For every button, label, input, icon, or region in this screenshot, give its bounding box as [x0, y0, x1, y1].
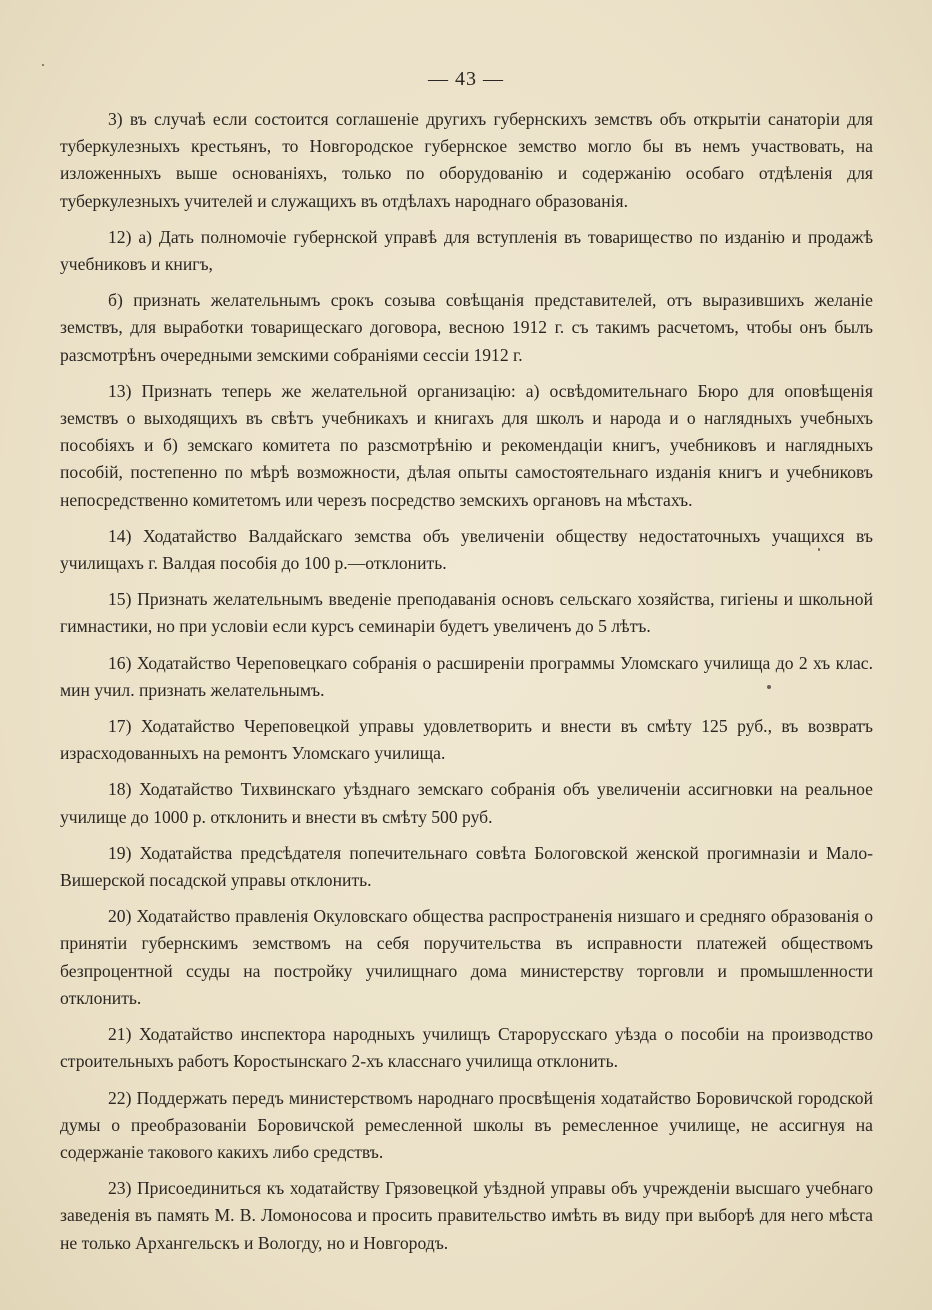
paper-speck — [767, 685, 771, 689]
paragraph-item-12a: 12) а) Дать полномочіе губернской управѣ для вступленія въ товарищество по изданію и продажѣ учебниковъ и книгъ, — [60, 226, 873, 275]
paragraph-item-17: 17) Ходатайство Череповецкой управы удовлетворить и внести въ смѣту 125 руб., въ возвратъ израсходованныхъ на ремонтъ Уломскаго училища. — [60, 716, 873, 764]
page-number: — 43 — — [428, 68, 504, 90]
paragraph-item-15: 15) Признать желательнымъ введеніе преподаванія основъ сельскаго хозяйства, гигіены и школьной гимнастики, но при условіи если курсъ семинаріи будетъ увеличенъ до 5 лѣтъ. — [60, 589, 873, 637]
paragraph-item-22: 22) Поддержать передъ министерствомъ народнаго просвѣщенія ходатайство Боровичской городской думы о преобразованіи Боровичской ремесленной школы въ ремесленное училище, не ассигнуя на содержаніе такового какихъ либо средствъ. — [60, 1087, 873, 1162]
paragraph-item-23: 23) Присоединиться къ ходатайству Грязовецкой уѣздной управы объ учрежденіи высшаго учебнаго заведенія въ память М. В. Ломоносова и просить правительство имѣть въ виду при выборѣ для него мѣста не только Архангельскъ и Вологду, но и Новгородъ. — [60, 1178, 873, 1253]
paragraph-item-18: 18) Ходатайство Тихвинскаго уѣзднаго земскаго собранія объ увеличеніи ассигновки на реальное училище до 1000 р. отклонить и внести въ смѣту 500 руб. — [60, 779, 873, 827]
paragraph-item-13: 13) Признать теперь же желательной организацію: а) освѣдомительнаго Бюро для оповѣщенія земствъ о выходящихъ въ свѣтъ учебникахъ и книгахъ для школъ и народа и о наглядныхъ учебныхъ пособіяхъ и б) земскаго комитета по разсмотрѣнію и рекомендаціи книгъ, учебниковъ и наглядныхъ пособій, постепенно по мѣрѣ возможности, дѣлая опыты самостоятельнаго изданія книгъ и учебниковъ непосредственно комитетомъ или черезъ посредство земскихъ органовъ на мѣстахъ. — [60, 380, 873, 510]
document-body — [60, 106, 873, 1266]
paragraph-item-16: 16) Ходатайство Череповецкаго собранія о расширеніи программы Уломскаго училища до 2 хъ клас. мин учил. признать желательнымъ. — [60, 652, 873, 700]
paragraph-item-21: 21) Ходатайство инспектора народныхъ училищъ Старорусскаго уѣзда о пособіи на производство строительныхъ работъ Коростынскаго 2-хъ класснаго училища отклонить. — [60, 1024, 873, 1072]
paragraph-item-19: 19) Ходатайства предсѣдателя попечительнаго совѣта Бологовской женской прогимназіи и Мало-Вишерской посадской управы отклонить. — [60, 842, 873, 891]
paragraph-item-14: 14) Ходатайство Валдайскаго земства объ увеличеніи обществу недостаточныхъ учащихся въ училищахъ г. Валдая пособія до 100 р.—отклонить. — [60, 525, 873, 574]
paper-speck — [818, 548, 820, 551]
paragraph-item-3: 3) въ случаѣ если состоится соглашеніе другихъ губернскихъ земствъ объ открытіи санаторіи для туберкулезныхъ крестьянъ, то Новгородское губернское земство могло бы въ немъ участвовать, на изложенныхъ выше основаніяхъ, только по оборудованію и содержанію особаго отдѣленія для туберкулезныхъ учителей и служащихъ въ отдѣлахъ народнаго образованія. — [60, 109, 873, 211]
paragraph-item-20: 20) Ходатайство правленія Окуловскаго общества распространенія низшаго и средняго образованія о принятіи губернскимъ земствомъ на себя поручительства въ исправности платежей обществомъ безпроцентной ссуды на постройку училищнаго дома министерству торговли и промышленности отклонить. — [60, 906, 873, 1008]
paper-speck — [42, 64, 44, 66]
paragraph-item-12b: б) признать желательнымъ срокъ созыва совѣщанія представителей, отъ выразившихъ желаніе земствъ, для выработки товарищескаго договора, весною 1912 г. съ такимъ расчетомъ, чтобы онъ былъ разсмотрѣнъ очередными земскими собраніями сессіи 1912 г. — [60, 290, 873, 365]
